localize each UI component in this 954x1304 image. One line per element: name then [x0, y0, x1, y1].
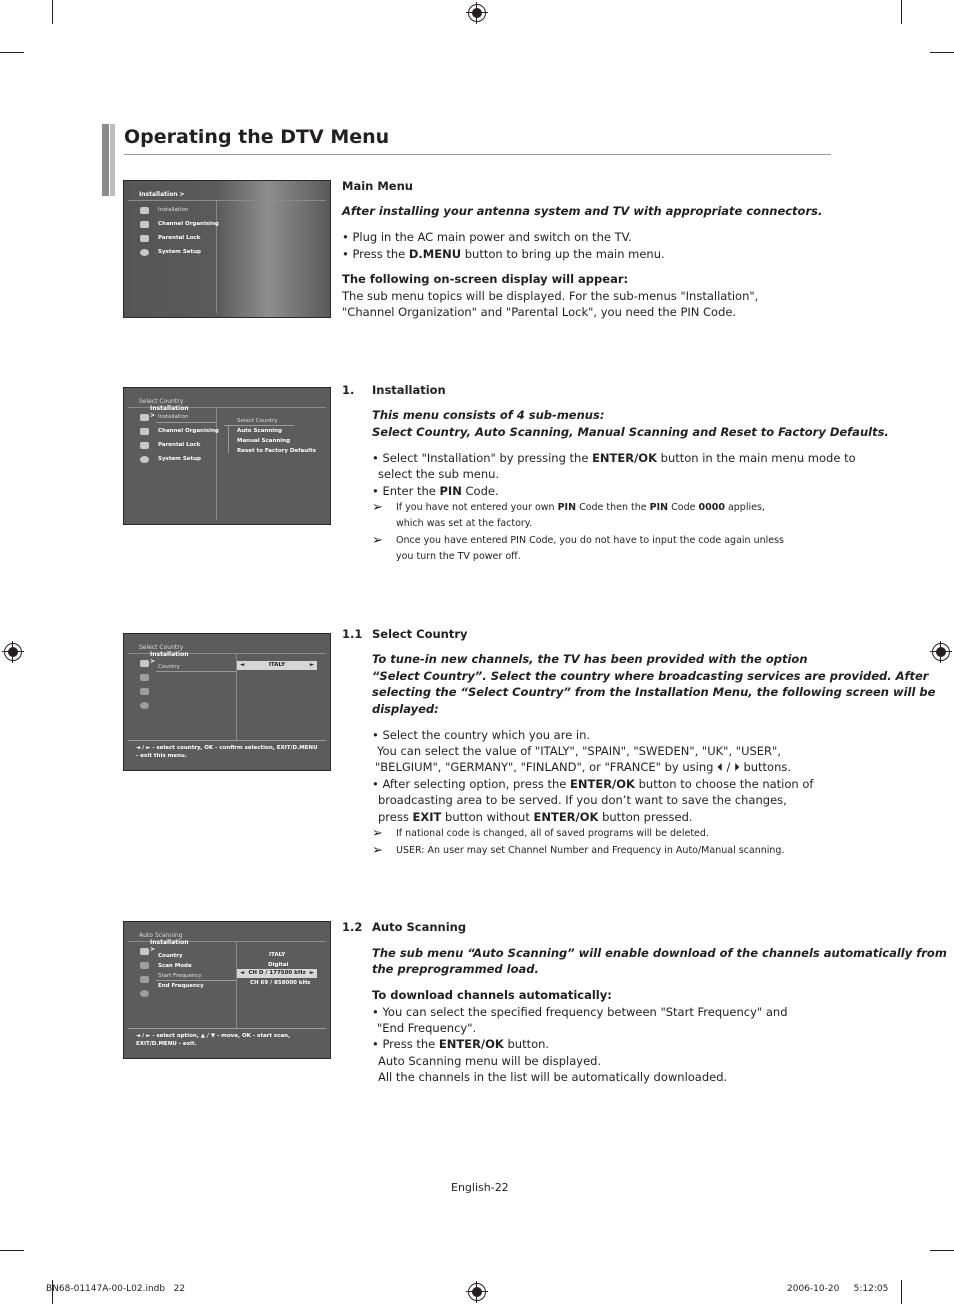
note-text: If national code is changed, all of saved programs will be deleted.	[396, 828, 709, 839]
channel-icon	[140, 221, 149, 228]
registration-mark-icon	[4, 643, 22, 661]
lock-icon	[140, 688, 149, 695]
osd-field-label: Start Frequency	[158, 973, 202, 979]
intro-text: To tune-in new channels, the TV has been provided with the option	[372, 652, 808, 666]
osd-auto-scanning	[123, 921, 331, 1059]
osd-field-value: ITALY	[269, 952, 286, 958]
page-number: English-22	[451, 1181, 509, 1194]
note-text: you turn the TV power off.	[396, 551, 521, 562]
section-number: 1.	[342, 383, 355, 397]
note-text: which was set at the factory.	[396, 518, 533, 529]
intro-text: Select Country, Auto Scanning, Manual Scanning and Reset to Factory Defaults.	[372, 425, 889, 439]
bullet: • After selecting option, press the ENTER/OK button to choose the nation of	[372, 777, 814, 791]
footer-date: 2006-10-20 5:12:05	[787, 1284, 889, 1294]
crop-mark	[0, 52, 24, 53]
note-arrow-icon: ➢	[372, 500, 383, 515]
osd-menu-column	[128, 942, 237, 1028]
section-number: 1.2	[342, 920, 363, 934]
intro-text: the preprogrammed load.	[372, 962, 539, 976]
osd-selection-line	[224, 425, 294, 426]
osd-selection-line	[156, 980, 236, 981]
osd-submenu-item: Manual Scanning	[237, 438, 291, 444]
note-text: USER: An user may set Channel Number and Frequency in Auto/Manual scanning.	[396, 845, 785, 856]
bullet-continuation: Auto Scanning menu will be displayed.	[378, 1054, 602, 1068]
lock-icon	[140, 442, 149, 449]
registration-mark-icon	[468, 4, 486, 22]
note-arrow-icon: ➢	[372, 533, 383, 548]
bullet: • Plug in the AC main power and switch on the TV.	[342, 230, 632, 244]
intro-text: After installing your antenna system and TV with appropriate connectors.	[342, 204, 823, 218]
osd-tree-line	[228, 425, 229, 453]
bullet: • Press the ENTER/OK button.	[372, 1037, 550, 1051]
subheading: The following on-screen display will appear:	[342, 272, 629, 286]
channel-icon	[140, 428, 149, 435]
osd-item: Channel Organising	[158, 428, 219, 434]
lock-icon	[140, 976, 149, 983]
osd-divider	[128, 1028, 326, 1029]
title-accent-bar	[110, 124, 115, 196]
installation-icon	[140, 948, 149, 955]
osd-select-country	[123, 633, 331, 771]
osd-help-text: ◄ / ► - select option, ▲ / ▼ - move, OK - start scan,	[136, 1033, 291, 1039]
installation-icon	[140, 414, 149, 421]
setup-icon	[140, 702, 149, 709]
osd-header: Installation >	[128, 184, 326, 201]
note-arrow-icon: ➢	[372, 826, 383, 841]
bullet: • Select "Installation" by pressing the ENTER/OK button in the main menu mode to	[372, 451, 856, 465]
note-text: Once you have entered PIN Code, you do not have to input the code again unless	[396, 535, 785, 546]
osd-field-label: Country	[158, 664, 180, 670]
osd-field-label: End Frequency	[158, 983, 204, 989]
osd-item: Parental Lock	[158, 235, 201, 241]
osd-field-value: Digital	[268, 962, 289, 968]
bullet: • Select the country which you are in.	[372, 728, 591, 742]
bullet-continuation: You can select the value of "ITALY", "SPAIN", "SWEDEN", "UK", "USER",	[377, 744, 781, 758]
osd-help-text: - exit this menu.	[136, 753, 187, 759]
subheading: To download channels automatically:	[372, 988, 612, 1002]
osd-item: Installation	[158, 414, 189, 420]
body-text: The sub menu topics will be displayed. For the sub-menus "Installation",	[342, 289, 759, 303]
osd-help-text: ◄ / ► - select country, OK - confirm selection, EXIT/D.MENU	[136, 745, 318, 751]
registration-mark-icon	[468, 1283, 486, 1301]
note-arrow-icon: ➢	[372, 843, 383, 858]
crop-mark	[930, 1250, 954, 1251]
bullet-continuation: broadcasting area to be served. If you don’t want to save the changes,	[378, 793, 787, 807]
osd-field-label: Country	[158, 953, 183, 959]
bullet-continuation: "End Frequency".	[377, 1021, 477, 1035]
osd-header: Installation > Select Country	[128, 391, 326, 408]
osd-item: System Setup	[158, 249, 201, 255]
osd-selection-line	[156, 671, 236, 672]
osd-field-value: CH 69 / 858000 kHz	[250, 980, 311, 986]
osd-value-selector: ◄ CH D / 177500 kHz ►	[237, 969, 317, 978]
osd-item: Installation	[158, 207, 189, 213]
intro-text: The sub menu “Auto Scanning” will enable download of the channels automatically from	[372, 946, 947, 960]
osd-menu-column	[128, 654, 237, 740]
osd-selection-line	[156, 422, 216, 423]
intro-text: This menu consists of 4 sub-menus:	[372, 408, 605, 422]
title-divider	[124, 154, 831, 155]
osd-menu-column	[128, 408, 217, 520]
crop-mark	[52, 0, 53, 24]
osd-item: Channel Organising	[158, 221, 219, 227]
bullet: • Press the D.MENU button to bring up the main menu.	[342, 247, 665, 261]
setup-icon	[140, 990, 149, 997]
note-text: If you have not entered your own PIN Code then the PIN Code 0000 applies,	[396, 502, 765, 513]
osd-submenu-item: Reset to Factory Defaults	[237, 448, 316, 454]
intro-text: “Select Country”. Select the country where broadcasting services are provided. After	[372, 669, 929, 683]
bullet-continuation: press EXIT button without ENTER/OK button pressed.	[378, 810, 693, 824]
osd-submenu-item: Select Country	[237, 418, 278, 424]
page-title: Operating the DTV Menu	[124, 126, 390, 148]
osd-header: Installation > Auto Scanning	[128, 925, 326, 942]
section-heading: Installation	[372, 383, 446, 397]
bullet-continuation: select the sub menu.	[378, 467, 500, 481]
registration-mark-icon	[932, 643, 950, 661]
crop-mark	[901, 1280, 902, 1304]
section-number: 1.1	[342, 627, 363, 641]
lock-icon	[140, 235, 149, 242]
bullet-continuation: "BELGIUM", "GERMANY", "FINLAND", or "FRANCE" by using ⏴ / ⏵ buttons.	[375, 760, 792, 774]
footer-file: BN68-01147A-00-L02.indb 22	[46, 1284, 186, 1294]
section-heading: Main Menu	[342, 179, 413, 193]
osd-item: System Setup	[158, 456, 201, 462]
osd-help-text: EXIT/D.MENU - exit.	[136, 1041, 197, 1047]
installation-icon	[140, 207, 149, 214]
intro-text: selecting the “Select Country” from the Installation Menu, the following screen will be	[372, 685, 936, 699]
setup-icon	[140, 456, 149, 463]
crop-mark	[901, 0, 902, 24]
osd-installation	[123, 387, 331, 525]
section-heading: Select Country	[372, 627, 468, 641]
bullet: • You can select the specified frequency between "Start Frequency" and	[372, 1005, 788, 1019]
section-heading: Auto Scanning	[372, 920, 467, 934]
crop-mark	[930, 52, 954, 53]
body-text: "Channel Organization" and "Parental Lock", you need the PIN Code.	[342, 305, 737, 319]
title-accent-bar	[102, 124, 109, 196]
channel-icon	[140, 962, 149, 969]
intro-text: displayed:	[372, 702, 439, 716]
bullet: • Enter the PIN Code.	[372, 484, 499, 498]
osd-item: Parental Lock	[158, 442, 201, 448]
osd-divider	[128, 740, 326, 741]
installation-icon	[140, 660, 149, 667]
setup-icon	[140, 249, 149, 256]
osd-submenu-item: Auto Scanning	[237, 428, 282, 434]
osd-value-selector: ◄ ITALY ►	[237, 661, 317, 670]
channel-icon	[140, 674, 149, 681]
osd-menu-column	[128, 201, 217, 313]
osd-header: Installation > Select Country	[128, 637, 326, 654]
osd-field-label: Scan Mode	[158, 963, 192, 969]
osd-main-menu	[123, 180, 331, 318]
bullet-continuation: All the channels in the list will be automatically downloaded.	[378, 1070, 728, 1084]
crop-mark	[0, 1250, 24, 1251]
